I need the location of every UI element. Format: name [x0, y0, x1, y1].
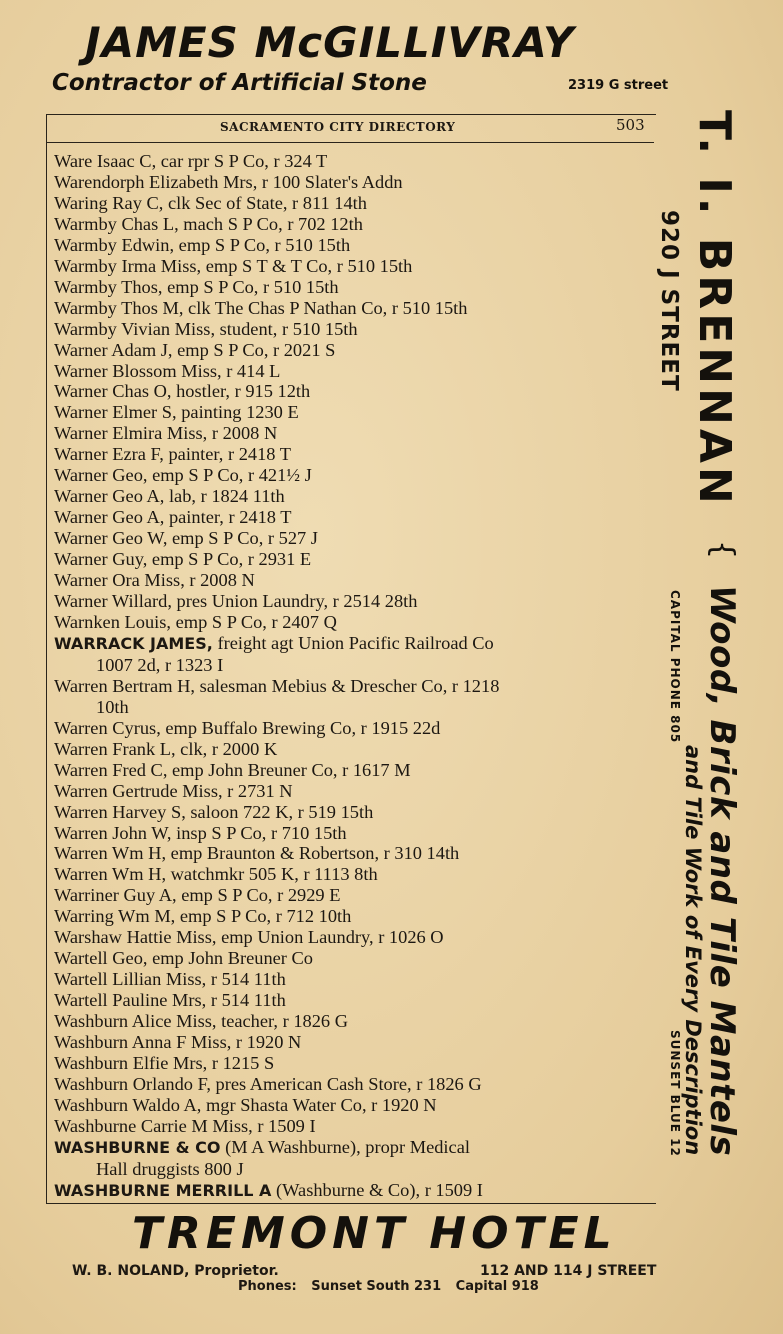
bottom-ad-name: TREMONT HOTEL	[132, 1208, 617, 1259]
top-ad-address: 2319 G street	[568, 78, 669, 93]
directory-entry	[54, 193, 659, 214]
entry-text: Warnken Louis, emp S P Co, r 2407 Q	[54, 611, 337, 632]
directory-entry	[54, 864, 659, 885]
entry-text: Washburn Anna F Miss, r 1920 N	[54, 1032, 302, 1053]
entry-text: Warmby Chas L, mach S P Co, r 702 12th	[54, 213, 363, 234]
directory-entry	[54, 948, 659, 969]
directory-entry	[54, 612, 659, 633]
entry-text: Warren Cyrus, emp Buffalo Brewing Co, r 1915 22d	[54, 717, 441, 738]
entry-text: Warmby Thos, emp S P Co, r 510 15th	[54, 276, 339, 297]
entry-text: (Washburne & Co), r 1509 I	[271, 1179, 483, 1200]
entry-text: Warren Wm H, emp Braunton & Robertson, r 310 14th	[54, 843, 460, 864]
entry-bold-name: WARRACK JAMES,	[54, 633, 213, 653]
entry-text: freight agt Union Pacific Railroad Co	[212, 632, 494, 653]
directory-entry	[54, 319, 659, 340]
directory-entry	[54, 486, 659, 507]
entry-bold-name: WASHBURNE & CO	[54, 1137, 221, 1157]
bottom-ad-address: 112 AND 114 J STREET	[480, 1263, 657, 1279]
directory-entry	[54, 802, 659, 823]
directory-entry	[54, 843, 659, 864]
top-ad-name: JAMES McGILLIVRAY	[85, 18, 575, 67]
directory-entry	[54, 214, 659, 235]
entry-text: Warren Gertrude Miss, r 2731 N	[54, 780, 293, 801]
directory-entry	[54, 1074, 659, 1095]
entry-text: Warshaw Hattie Miss, emp Union Laundry, r 1026 O	[54, 927, 444, 948]
bottom-ad-phone-capital: Capital 918	[455, 1279, 539, 1294]
entry-text: Washburn Alice Miss, teacher, r 1826 G	[54, 1011, 349, 1032]
entry-text: Washburn Elfie Mrs, r 1215 S	[54, 1052, 275, 1073]
side-ad-capital-phone: CAPITAL PHONE 805	[668, 590, 682, 744]
directory-entry	[54, 633, 659, 655]
entry-text: Ware Isaac C, car rpr S P Co, r 324 T	[54, 151, 328, 171]
side-ad-line2: and Tile Work of Every Description	[681, 745, 705, 1156]
page-number: 503	[616, 116, 645, 134]
bottom-ad-phones-label: Phones:	[238, 1279, 297, 1294]
entry-text: Washburn Waldo A, mgr Shasta Water Co, r 1920 N	[54, 1094, 437, 1115]
directory-entry	[54, 781, 659, 802]
directory-entry	[54, 256, 659, 277]
directory-entry	[54, 277, 659, 298]
entry-text: Warner Geo A, lab, r 1824 11th	[54, 486, 285, 507]
entry-text: Warner Geo W, emp S P Co, r 527 J	[54, 528, 318, 549]
entry-text: Warmby Irma Miss, emp S T & T Co, r 510 15th	[54, 255, 413, 276]
directory-entries	[54, 151, 659, 1202]
side-ad-name: T. I. BRENNAN	[689, 110, 740, 508]
side-ad-street: 920 J STREET	[656, 210, 682, 392]
entry-text: Warring Wm M, emp S P Co, r 712 10th	[54, 906, 352, 927]
entry-text: Warren Frank L, clk, r 2000 K	[54, 738, 278, 759]
entry-text: Warren Bertram H, salesman Mebius & Drescher Co, r 1218	[54, 675, 500, 696]
entry-continuation	[54, 1159, 659, 1180]
directory-entry	[54, 969, 659, 990]
header-rule	[46, 142, 654, 143]
directory-entry	[54, 676, 659, 697]
directory-entry	[54, 549, 659, 570]
directory-entry	[54, 444, 659, 465]
directory-entry	[54, 1137, 659, 1159]
side-ad-line1: Wood, Brick and Tile Mantels	[702, 585, 742, 1157]
entry-text: Warner Elmira Miss, r 2008 N	[54, 423, 278, 444]
top-ad-subtitle: Contractor of Artificial Stone	[52, 70, 427, 96]
directory-entry	[54, 423, 659, 444]
entry-text: Warren John W, insp S P Co, r 710 15th	[54, 822, 347, 843]
entry-text: Warner Geo, emp S P Co, r 421½ J	[54, 465, 312, 486]
entry-text: 1007 2d, r 1323 I	[96, 654, 224, 675]
directory-entry	[54, 570, 659, 591]
directory-entry	[54, 402, 659, 423]
directory-entry	[54, 927, 659, 948]
entry-text: Wartell Lillian Miss, r 514 11th	[54, 969, 286, 990]
entry-text: Warmby Thos M, clk The Chas P Nathan Co, r 510 15th	[54, 297, 468, 318]
directory-entry	[54, 381, 659, 402]
directory-entry	[54, 1011, 659, 1032]
running-head-title: SACRAMENTO CITY DIRECTORY	[220, 120, 456, 134]
directory-entry	[54, 990, 659, 1011]
entry-text: Warendorph Elizabeth Mrs, r 100 Slater's Addn	[54, 171, 403, 192]
directory-entry	[54, 361, 659, 382]
entry-text: Warner Ezra F, painter, r 2418 T	[54, 444, 292, 465]
directory-entry	[54, 739, 659, 760]
entry-text: 10th	[96, 696, 129, 717]
directory-entry	[54, 465, 659, 486]
entry-text: Wartell Pauline Mrs, r 514 11th	[54, 990, 286, 1011]
directory-entry	[54, 507, 659, 528]
entry-text: Warner Adam J, emp S P Co, r 2021 S	[54, 339, 336, 360]
entry-text: Warren Harvey S, saloon 722 K, r 519 15th	[54, 801, 374, 822]
directory-entry	[54, 298, 659, 319]
entry-text: Warren Wm H, watchmkr 505 K, r 1113 8th	[54, 864, 378, 885]
directory-entry	[54, 1053, 659, 1074]
entry-continuation	[54, 655, 659, 676]
directory-entry	[54, 885, 659, 906]
entry-text: Warmby Edwin, emp S P Co, r 510 15th	[54, 234, 351, 255]
entry-text: Warner Geo A, painter, r 2418 T	[54, 507, 292, 528]
directory-entry	[54, 528, 659, 549]
entry-text: Warner Elmer S, painting 1230 E	[54, 402, 299, 423]
entry-text: Hall druggists 800 J	[96, 1158, 244, 1179]
bottom-ad-phones	[238, 1279, 549, 1294]
entry-text: Warriner Guy A, emp S P Co, r 2929 E	[54, 885, 341, 906]
side-ad-sunset-phone: SUNSET BLUE 12	[668, 1030, 682, 1157]
directory-entry	[54, 718, 659, 739]
side-ad-brace: {	[705, 540, 740, 560]
directory-entry	[54, 1095, 659, 1116]
directory-entry	[54, 760, 659, 781]
entry-text: Washburne Carrie M Miss, r 1509 I	[54, 1115, 316, 1136]
entry-text: Washburn Orlando F, pres American Cash Store, r 1826 G	[54, 1073, 482, 1094]
entry-text: Warner Chas O, hostler, r 915 12th	[54, 381, 311, 402]
directory-entry	[54, 172, 659, 193]
entry-text: Warren Fred C, emp John Breuner Co, r 1617 M	[54, 759, 411, 780]
directory-entry	[54, 823, 659, 844]
entry-text: Waring Ray C, clk Sec of State, r 811 14th	[54, 192, 367, 213]
directory-entry	[54, 1116, 659, 1137]
entry-text: Warner Willard, pres Union Laundry, r 2514 28th	[54, 591, 418, 612]
entry-text: Warner Guy, emp S P Co, r 2931 E	[54, 549, 312, 570]
directory-entry	[54, 1032, 659, 1053]
entry-text: Warmby Vivian Miss, student, r 510 15th	[54, 318, 358, 339]
directory-entry	[54, 591, 659, 612]
directory-entry	[54, 151, 659, 172]
entry-text: (M A Washburne), propr Medical	[220, 1136, 470, 1157]
bottom-ad-phone-sunset: Sunset South 231	[311, 1279, 442, 1294]
entry-text: Wartell Geo, emp John Breuner Co	[54, 948, 313, 969]
entry-text: Warner Blossom Miss, r 414 L	[54, 360, 281, 381]
entry-continuation	[54, 697, 659, 718]
directory-entry	[54, 1180, 659, 1202]
directory-entry	[54, 235, 659, 256]
entry-text: Warner Ora Miss, r 2008 N	[54, 570, 255, 591]
directory-entry	[54, 906, 659, 927]
directory-entry	[54, 340, 659, 361]
bottom-ad-proprietor: W. B. NOLAND, Proprietor.	[72, 1263, 279, 1279]
entry-bold-name: WASHBURNE MERRILL A	[54, 1180, 272, 1200]
